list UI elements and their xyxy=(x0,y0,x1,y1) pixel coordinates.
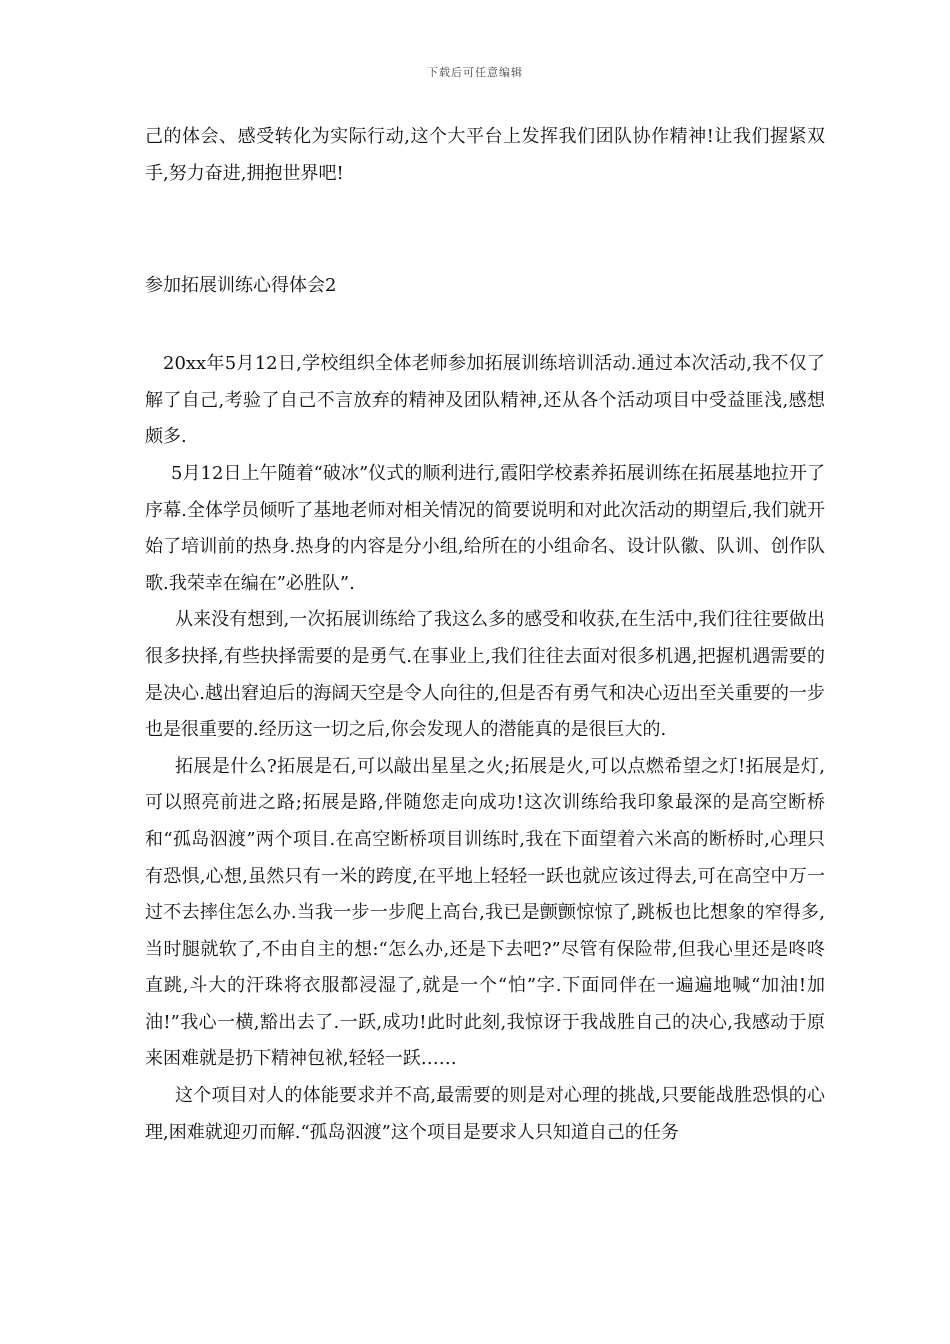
paragraph: 从来没有想到,一次拓展训练给了我这么多的感受和收获,在生活中,我们往往要做出很多抉择,有些抉择需要的是勇气.在事业上,我们往往去面对很多机遇,把握机遇需要的是决心.越出窘迫后的海阔天空是令人向往的,但是否有勇气和决心迈出至关重要的一步也是很重要的.经历这一切之后,你会发现人的潜能真的是很巨大的. xyxy=(145,609,825,741)
paragraph-spacer xyxy=(145,192,825,268)
intro-paragraph: 己的体会、感受转化为实际行动,这个大平台上发挥我们团队协作精神!让我们握紧双手,努力奋进,拥抱世界吧! xyxy=(145,126,825,184)
section-title: 参加拓展训练心得体会2 xyxy=(145,275,337,297)
page-header: 下载后可任意编辑 xyxy=(427,66,523,79)
title-spacer xyxy=(145,304,825,346)
paragraph: 5月12日上午随着“破冰”仪式的顺利进行,霞阳学校素养拓展训练在拓展基地拉开了序幕.全体学员倾听了基地老师对相关情况的简要说明和对此次活动的期望后,我们就开始了培训前的热身.热身的内容是分小组,给所在的小组命名、设计队徽、队训、创作队歌.我荣幸在编在”必胜队”. xyxy=(145,462,825,594)
paragraph: 这个项目对人的体能要求并不高,最需要的则是对心理的挑战,只要能战胜恐惧的心理,困难就迎刃而解.“孤岛泅渡”这个项目是要求人只知道自己的任务 xyxy=(145,1085,825,1143)
paragraph: 拓展是什么?拓展是石,可以敲出星星之火;拓展是火,可以点燃希望之灯!拓展是灯,可以照亮前进之路;拓展是路,伴随您走向成功!这次训练给我印象最深的是高空断桥和“孤岛泅渡”两个项目.在高空断桥项目训练时,我在下面望着六米高的断桥时,心理只有恐惧,心想,虽然只有一米的跨度,在平地上轻轻一跃也就应该过得去,可在高空中万一过不去摔住怎么办.当我一步一步爬上高台,我已是颤颤惊惊了,跳板也比想象的窄得多,当时腿就软了,不由自主的想:“怎么办,还是下去吧?”尽管有保险带,但我心里还是咚咚直跳,斗大的汗珠将衣服都浸湿了,就是一个“怕”字.下面同伴在一遍遍地喊“加油!加油!”我心一横,豁出去了.一跃,成功!此时此刻,我惊讶于我战胜自己的决心,我感动于原来困难就是扔下精神包袱,轻轻一跃…… xyxy=(145,755,825,1070)
paragraph: 20xx年5月12日,学校组织全体老师参加拓展训练培训活动.通过本次活动,我不仅了解了自己,考验了自己不言放弃的精神及团队精神,还从各个活动项目中受益匪浅,感想颇多. xyxy=(145,353,825,448)
document-body xyxy=(145,119,825,1151)
